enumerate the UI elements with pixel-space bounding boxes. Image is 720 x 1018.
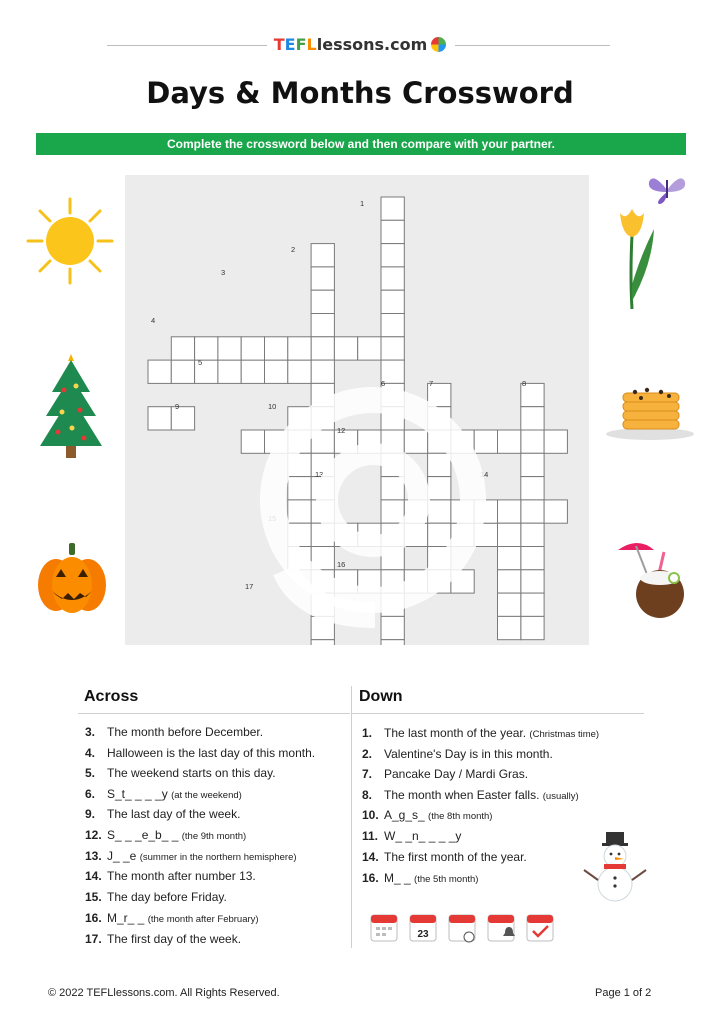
butterfly-icon bbox=[645, 172, 689, 206]
clue-text: The month before December. bbox=[107, 725, 264, 739]
across-clue bbox=[85, 746, 315, 760]
crossword-cell[interactable] bbox=[218, 337, 241, 360]
crossword-cell[interactable] bbox=[521, 500, 544, 523]
clue-text: S_ _ _e_b_ _ bbox=[107, 828, 179, 842]
crossword-cell[interactable] bbox=[381, 640, 404, 645]
clue-text: The first month of the year. bbox=[384, 850, 527, 864]
calendar-icons bbox=[369, 909, 559, 945]
crossword-cell[interactable] bbox=[265, 337, 288, 360]
crossword-cell[interactable] bbox=[428, 500, 451, 523]
crossword-cell[interactable] bbox=[311, 360, 334, 383]
clue-text: Halloween is the last day of this month. bbox=[107, 746, 316, 760]
crossword-cell[interactable] bbox=[498, 430, 521, 453]
crossword-cell[interactable] bbox=[381, 220, 404, 243]
pancakes-icon bbox=[603, 382, 697, 442]
down-clue bbox=[362, 808, 492, 822]
brand-letter-t: T bbox=[273, 35, 285, 54]
across-clue bbox=[85, 807, 240, 821]
crossword-cell[interactable] bbox=[241, 360, 264, 383]
crossword-cell[interactable] bbox=[265, 360, 288, 383]
clue-text: The last month of the year. bbox=[384, 726, 527, 740]
crossword-cell[interactable] bbox=[311, 314, 334, 337]
clue-text: The first day of the week. bbox=[107, 932, 242, 946]
crossword-cell[interactable] bbox=[218, 360, 241, 383]
crossword-cell[interactable] bbox=[311, 267, 334, 290]
crossword-svg bbox=[125, 175, 589, 645]
page-title: Days & Months Crossword bbox=[146, 76, 574, 110]
snowman-icon bbox=[580, 826, 650, 904]
clue-text: J_ _e bbox=[107, 849, 137, 863]
crossword-cell[interactable] bbox=[171, 337, 194, 360]
clue-text: The month when Easter falls. bbox=[384, 788, 540, 802]
across-clue bbox=[85, 787, 242, 801]
christmas-tree-icon bbox=[38, 352, 104, 462]
crossword-cell[interactable] bbox=[521, 593, 544, 616]
crossword-cell[interactable] bbox=[288, 500, 311, 523]
grid-number-5: 5 bbox=[198, 358, 203, 367]
clue-note: (the month after February) bbox=[147, 914, 259, 925]
clue-text: Valentine's Day is in this month. bbox=[384, 747, 553, 761]
clue-number: 3. bbox=[85, 725, 96, 739]
across-rule bbox=[78, 713, 350, 714]
grid-number-10: 10 bbox=[268, 402, 277, 411]
clue-text: S_t_ _ _ _y bbox=[107, 787, 168, 801]
grid-number-4: 4 bbox=[151, 316, 156, 325]
crossword-cell[interactable] bbox=[498, 616, 521, 639]
clue-text: A_g_s_ bbox=[384, 808, 425, 822]
down-clue bbox=[362, 788, 579, 802]
instruction-banner: Complete the crossword below and then compare with your partner. bbox=[36, 133, 686, 155]
column-divider bbox=[351, 686, 352, 948]
crossword-cell[interactable] bbox=[498, 500, 521, 523]
grid-number-12: 12 bbox=[337, 426, 346, 435]
down-clue bbox=[362, 767, 528, 781]
crossword-cell[interactable] bbox=[381, 197, 404, 220]
clue-note: (the 9th month) bbox=[181, 831, 247, 842]
sun-icon bbox=[24, 195, 116, 287]
crossword-cell[interactable] bbox=[544, 430, 567, 453]
grid-number-13: 13 bbox=[315, 470, 324, 479]
down-rule bbox=[352, 713, 644, 714]
clue-number: 5. bbox=[85, 766, 96, 780]
grid-number-1: 1 bbox=[360, 199, 365, 208]
crossword-cell[interactable] bbox=[381, 267, 404, 290]
clue-number: 16. bbox=[362, 871, 379, 885]
crossword-cell[interactable] bbox=[288, 337, 311, 360]
clue-number: 15. bbox=[85, 890, 102, 904]
grid-number-17: 17 bbox=[245, 582, 254, 591]
clue-note: (summer in the northern hemisphere) bbox=[139, 852, 297, 863]
crossword-cell[interactable] bbox=[381, 337, 404, 360]
brand-name: lessons.com bbox=[316, 35, 428, 54]
crossword-cell[interactable] bbox=[381, 500, 404, 523]
clue-text: M_ _ bbox=[384, 871, 411, 885]
tulip-icon bbox=[612, 205, 658, 311]
crossword-cell[interactable] bbox=[311, 640, 334, 645]
across-heading: Across bbox=[84, 688, 139, 705]
brand-letter-e: E bbox=[284, 35, 296, 54]
globe-icon bbox=[431, 37, 446, 52]
crossword-cell[interactable] bbox=[498, 593, 521, 616]
crossword-cell[interactable] bbox=[521, 616, 544, 639]
clue-number: 13. bbox=[85, 849, 102, 863]
down-heading: Down bbox=[359, 688, 403, 705]
clue-number: 1. bbox=[362, 726, 373, 740]
clue-number: 10. bbox=[362, 808, 379, 822]
pumpkin-icon bbox=[34, 541, 110, 617]
clue-number: 14. bbox=[362, 850, 379, 864]
down-clue bbox=[362, 829, 461, 843]
crossword-cell[interactable] bbox=[241, 337, 264, 360]
clue-number: 2. bbox=[362, 747, 373, 761]
clue-note: (usually) bbox=[542, 791, 579, 802]
crossword-cell[interactable] bbox=[521, 523, 544, 546]
clue-number: 12. bbox=[85, 828, 102, 842]
clue-text: Pancake Day / Mardi Gras. bbox=[384, 767, 529, 781]
brand-logo bbox=[0, 35, 720, 54]
down-clue bbox=[362, 871, 478, 885]
crossword-cell[interactable] bbox=[521, 547, 544, 570]
grid-number-16: 16 bbox=[337, 560, 346, 569]
crossword-cell[interactable] bbox=[381, 244, 404, 267]
crossword-cell[interactable] bbox=[311, 290, 334, 313]
clue-number: 16. bbox=[85, 911, 102, 925]
crossword-cell[interactable] bbox=[498, 547, 521, 570]
crossword-cell[interactable] bbox=[381, 616, 404, 639]
across-clue bbox=[85, 725, 263, 739]
page-indicator: Page 1 of 2 bbox=[595, 987, 652, 999]
grid-number-2: 2 bbox=[291, 245, 296, 254]
brand-letter-f: F bbox=[295, 35, 307, 54]
grid-number-3: 3 bbox=[221, 268, 226, 277]
clue-number: 14. bbox=[85, 869, 102, 883]
crossword-cell[interactable] bbox=[311, 244, 334, 267]
across-clue bbox=[85, 911, 259, 925]
clue-text: The day before Friday. bbox=[107, 890, 227, 904]
clue-text: W_ _n_ _ _ _y bbox=[384, 829, 462, 843]
clue-number: 17. bbox=[85, 932, 102, 946]
crossword-cell[interactable] bbox=[171, 360, 194, 383]
crossword-cell[interactable] bbox=[311, 337, 334, 360]
grid-number-14: 14 bbox=[480, 470, 489, 479]
clue-note: (the 8th month) bbox=[428, 811, 493, 822]
down-clue bbox=[362, 726, 599, 740]
crossword-cell[interactable] bbox=[195, 337, 218, 360]
crossword-cell[interactable] bbox=[428, 523, 451, 546]
clue-text: The last day of the week. bbox=[107, 807, 241, 821]
crossword-cell[interactable] bbox=[521, 430, 544, 453]
crossword-cell[interactable] bbox=[428, 477, 451, 500]
crossword-cell[interactable] bbox=[498, 570, 521, 593]
crossword-cell[interactable] bbox=[428, 453, 451, 476]
crossword-cell[interactable] bbox=[521, 570, 544, 593]
clue-number: 7. bbox=[362, 767, 373, 781]
crossword-cell[interactable] bbox=[498, 523, 521, 546]
grid-number-9: 9 bbox=[175, 402, 180, 411]
clue-number: 6. bbox=[85, 787, 96, 801]
across-clue bbox=[85, 932, 241, 946]
crossword-cell[interactable] bbox=[521, 407, 544, 430]
across-clue bbox=[85, 828, 246, 842]
crossword-cell[interactable] bbox=[148, 360, 171, 383]
clue-number: 9. bbox=[85, 807, 96, 821]
crossword-cell[interactable] bbox=[404, 430, 427, 453]
crossword-cell[interactable] bbox=[474, 430, 497, 453]
clue-text: The weekend starts on this day. bbox=[107, 766, 276, 780]
down-clue bbox=[362, 747, 553, 761]
clue-number: 8. bbox=[362, 788, 373, 802]
crossword-cell[interactable] bbox=[334, 337, 357, 360]
crossword-cell[interactable] bbox=[521, 477, 544, 500]
brand-letter-l: L bbox=[306, 35, 317, 54]
clue-number: 11. bbox=[362, 829, 379, 843]
crossword-cell[interactable] bbox=[148, 407, 171, 430]
clue-number: 4. bbox=[85, 746, 96, 760]
grid-number-7: 7 bbox=[429, 379, 434, 388]
across-clue bbox=[85, 869, 256, 883]
crossword-cell[interactable] bbox=[381, 477, 404, 500]
across-clue bbox=[85, 890, 227, 904]
coconut-drink-icon bbox=[612, 538, 692, 618]
crossword-cell[interactable] bbox=[544, 500, 567, 523]
crossword-cell[interactable] bbox=[358, 337, 381, 360]
grid-number-15: 15 bbox=[268, 514, 277, 523]
crossword-cell[interactable] bbox=[288, 360, 311, 383]
clue-note: (at the weekend) bbox=[171, 790, 242, 801]
crossword-grid bbox=[125, 175, 589, 645]
across-clue bbox=[85, 766, 276, 780]
across-clue bbox=[85, 849, 297, 863]
clue-text: M_r_ _ bbox=[107, 911, 145, 925]
crossword-cell[interactable] bbox=[288, 477, 311, 500]
crossword-cell[interactable] bbox=[381, 290, 404, 313]
grid-number-6: 6 bbox=[381, 379, 386, 388]
down-clue bbox=[362, 850, 527, 864]
crossword-cell[interactable] bbox=[381, 314, 404, 337]
clue-note: (the 5th month) bbox=[414, 874, 479, 885]
calendar-day: 23 bbox=[417, 929, 429, 940]
clue-note: (Christmas time) bbox=[529, 729, 600, 740]
grid-number-8: 8 bbox=[522, 379, 527, 388]
clue-text: The month after number 13. bbox=[107, 869, 256, 883]
crossword-cell[interactable] bbox=[241, 430, 264, 453]
copyright: © 2022 TEFLlessons.com. All Rights Reserved. bbox=[48, 987, 280, 999]
crossword-cell[interactable] bbox=[521, 453, 544, 476]
